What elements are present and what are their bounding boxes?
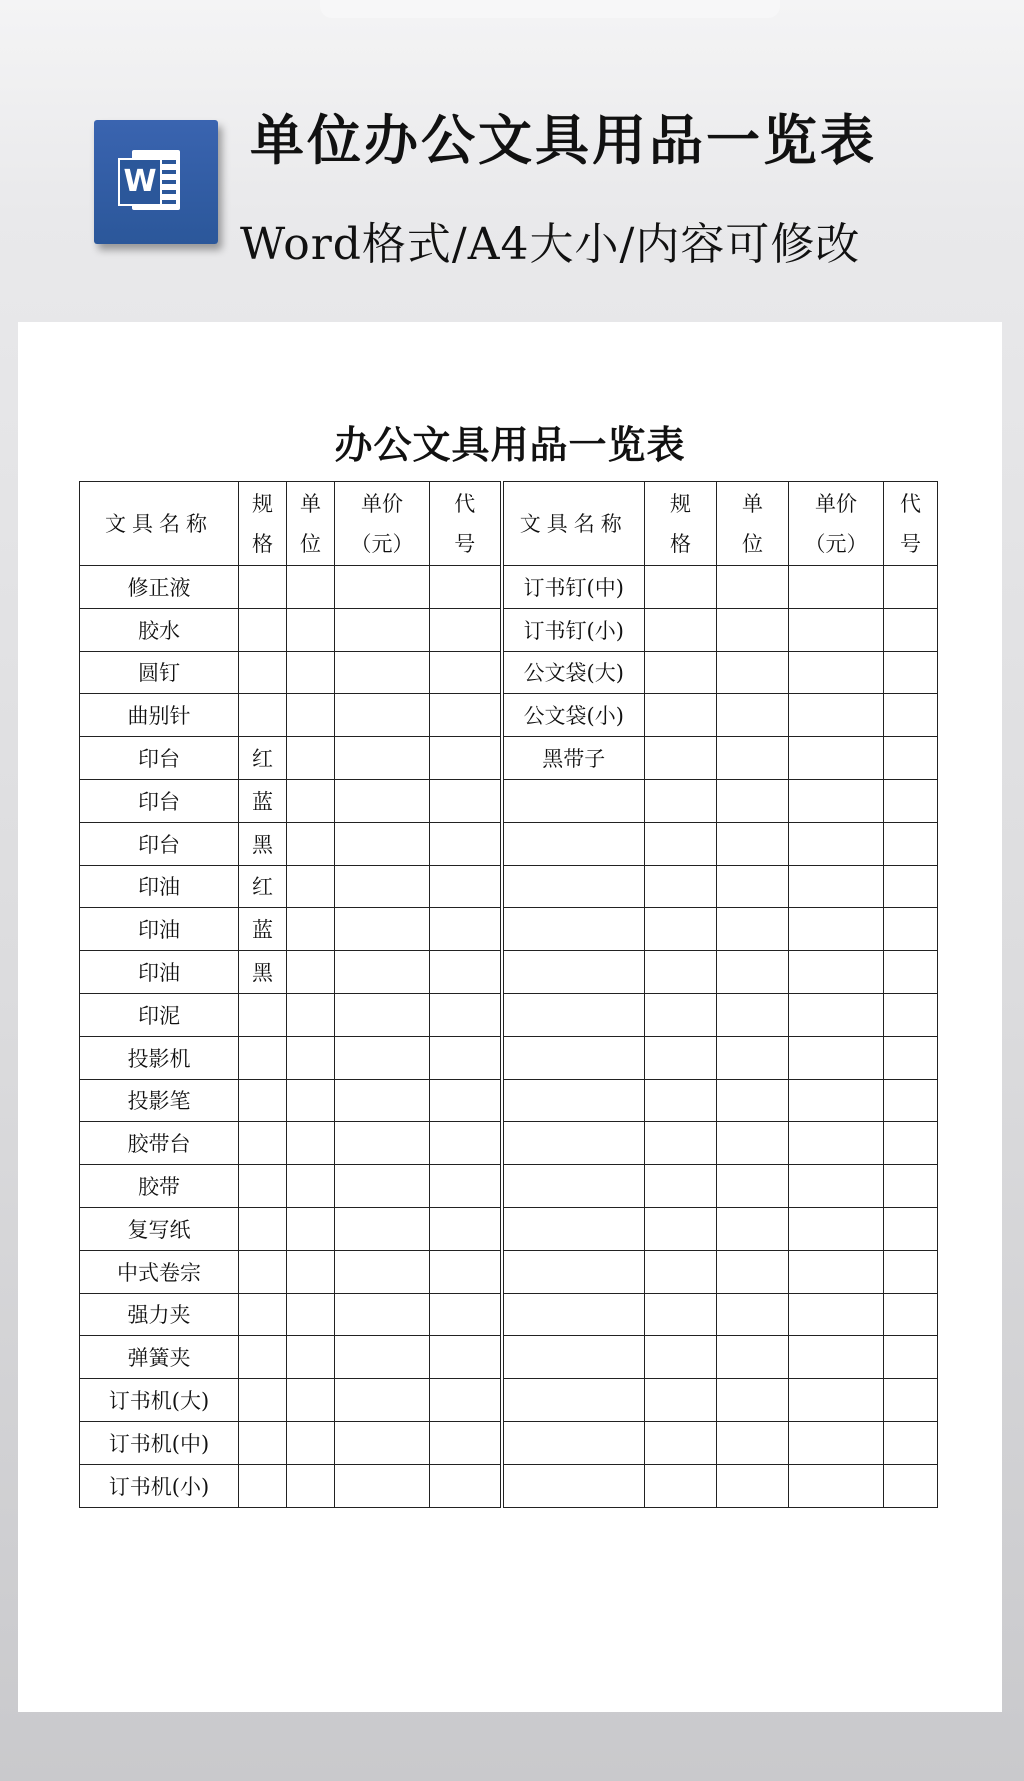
cell-code: [884, 1421, 938, 1464]
cell-unit: [717, 1379, 789, 1422]
cell-name: [502, 1250, 645, 1293]
cell-unit: [287, 822, 335, 865]
cell-code: [430, 865, 502, 908]
cell-price: [789, 608, 884, 651]
cell-code: [430, 1293, 502, 1336]
cell-code: [884, 822, 938, 865]
cell-price: [789, 1036, 884, 1079]
header-price: 单价 （元）: [789, 482, 884, 566]
text-line-icon: [162, 170, 176, 174]
cell-price: [335, 566, 430, 609]
cell-unit: [287, 1464, 335, 1507]
cell-name: 印台: [80, 737, 239, 780]
table-row: [80, 566, 938, 609]
cell-spec: [239, 1336, 287, 1379]
cell-price: [335, 1165, 430, 1208]
cell-price: [789, 566, 884, 609]
cell-code: [430, 694, 502, 737]
cell-price: [335, 865, 430, 908]
cell-unit: [717, 1036, 789, 1079]
cell-unit: [717, 951, 789, 994]
cell-name: 修正液: [80, 566, 239, 609]
cell-code: [884, 608, 938, 651]
table-row: [80, 1464, 938, 1507]
cell-price: [335, 1336, 430, 1379]
cell-unit: [717, 608, 789, 651]
cell-price: [335, 737, 430, 780]
cell-spec: [645, 1250, 717, 1293]
cell-name: 订书机(中): [80, 1421, 239, 1464]
cell-price: [335, 651, 430, 694]
cell-code: [884, 1207, 938, 1250]
cell-spec: [239, 993, 287, 1036]
table-row: [80, 1379, 938, 1422]
table-row: [80, 737, 938, 780]
cell-spec: [239, 1207, 287, 1250]
cell-spec: [645, 1207, 717, 1250]
cell-unit: [287, 1379, 335, 1422]
cell-unit: [287, 951, 335, 994]
cell-spec: [645, 865, 717, 908]
cell-unit: [717, 737, 789, 780]
cell-unit: [717, 651, 789, 694]
cell-price: [789, 1293, 884, 1336]
cell-price: [789, 1336, 884, 1379]
cell-price: [789, 1421, 884, 1464]
w-letter-badge: W: [118, 158, 162, 206]
banner-subtitle: Word格式/A4大小/内容可修改: [240, 219, 861, 270]
cell-name: 胶带: [80, 1165, 239, 1208]
cell-code: [430, 1165, 502, 1208]
cell-spec: [239, 1464, 287, 1507]
table-row: [80, 1122, 938, 1165]
table-row: [80, 951, 938, 994]
cell-unit: [287, 1250, 335, 1293]
cell-code: [884, 1122, 938, 1165]
cell-name: 投影笔: [80, 1079, 239, 1122]
cell-code: [430, 1250, 502, 1293]
cell-spec: [239, 1379, 287, 1422]
stationery-table: [79, 481, 938, 1508]
cell-unit: [287, 908, 335, 951]
cell-unit: [287, 1293, 335, 1336]
cell-spec: [645, 1379, 717, 1422]
cell-code: [430, 1122, 502, 1165]
cell-spec: 蓝: [239, 908, 287, 951]
cell-spec: [645, 737, 717, 780]
cell-name: 投影机: [80, 1036, 239, 1079]
cell-price: [335, 1036, 430, 1079]
cell-code: [884, 1464, 938, 1507]
cell-name: 胶带台: [80, 1122, 239, 1165]
cell-price: [789, 908, 884, 951]
cell-price: [335, 993, 430, 1036]
cell-name: 印泥: [80, 993, 239, 1036]
cell-spec: [645, 993, 717, 1036]
cell-code: [430, 1464, 502, 1507]
cell-unit: [717, 822, 789, 865]
cell-spec: [645, 566, 717, 609]
cell-name: 胶水: [80, 608, 239, 651]
header-price: 单价 （元）: [335, 482, 430, 566]
cell-price: [789, 993, 884, 1036]
cell-unit: [717, 694, 789, 737]
table-row: [80, 651, 938, 694]
cell-spec: [239, 1250, 287, 1293]
cell-price: [335, 1293, 430, 1336]
cell-price: [789, 737, 884, 780]
cell-price: [335, 1464, 430, 1507]
cell-spec: [645, 908, 717, 951]
cell-spec: [645, 1165, 717, 1208]
table-row: [80, 608, 938, 651]
cell-code: [884, 779, 938, 822]
cell-unit: [287, 1122, 335, 1165]
cell-unit: [287, 1165, 335, 1208]
cell-price: [335, 1122, 430, 1165]
cell-price: [789, 1379, 884, 1422]
cell-name: [502, 1207, 645, 1250]
table-row: [80, 1207, 938, 1250]
table-row: [80, 1165, 938, 1208]
cell-code: [430, 908, 502, 951]
cell-name: 印台: [80, 822, 239, 865]
cell-name: [502, 908, 645, 951]
cell-name: 订书机(小): [80, 1464, 239, 1507]
cell-code: [430, 1207, 502, 1250]
cell-name: 黑带子: [502, 737, 645, 780]
cell-spec: [239, 1421, 287, 1464]
cell-spec: [645, 608, 717, 651]
cell-name: 曲别针: [80, 694, 239, 737]
cell-spec: [645, 694, 717, 737]
cell-unit: [287, 1036, 335, 1079]
cell-spec: [239, 608, 287, 651]
cell-code: [430, 993, 502, 1036]
table-row: [80, 1336, 938, 1379]
cell-unit: [717, 865, 789, 908]
cell-unit: [287, 737, 335, 780]
cell-price: [335, 908, 430, 951]
cell-unit: [717, 1122, 789, 1165]
header-code: 代 号: [430, 482, 502, 566]
cell-name: [502, 1293, 645, 1336]
cell-code: [430, 951, 502, 994]
table-body: [80, 566, 938, 1508]
text-line-icon: [162, 190, 176, 194]
cell-name: 印油: [80, 951, 239, 994]
cell-unit: [717, 1207, 789, 1250]
cell-unit: [717, 1293, 789, 1336]
header-unit: 单 位: [287, 482, 335, 566]
cell-unit: [287, 1421, 335, 1464]
cell-spec: [645, 1464, 717, 1507]
cell-code: [884, 1336, 938, 1379]
cell-price: [335, 951, 430, 994]
cell-spec: [645, 1336, 717, 1379]
cell-unit: [287, 608, 335, 651]
header-unit: 单 位: [717, 482, 789, 566]
cell-price: [335, 822, 430, 865]
cell-name: 公文袋(小): [502, 694, 645, 737]
cell-unit: [287, 1079, 335, 1122]
cell-code: [884, 1379, 938, 1422]
cell-price: [789, 951, 884, 994]
cell-unit: [717, 779, 789, 822]
cell-name: 订书机(大): [80, 1379, 239, 1422]
cell-unit: [287, 1207, 335, 1250]
cell-spec: [645, 1036, 717, 1079]
cell-price: [789, 694, 884, 737]
cell-name: 订书钉(中): [502, 566, 645, 609]
cell-name: [502, 822, 645, 865]
table-row: [80, 1250, 938, 1293]
cell-name: [502, 1336, 645, 1379]
cell-code: [884, 908, 938, 951]
cell-spec: [645, 1293, 717, 1336]
cell-code: [884, 1165, 938, 1208]
cell-unit: [287, 566, 335, 609]
cell-price: [789, 865, 884, 908]
cell-price: [789, 822, 884, 865]
cell-unit: [717, 1250, 789, 1293]
cell-price: [789, 1079, 884, 1122]
cell-price: [789, 1165, 884, 1208]
cell-name: 印台: [80, 779, 239, 822]
table-row: [80, 694, 938, 737]
top-highlight: [320, 0, 780, 18]
cell-name: 订书钉(小): [502, 608, 645, 651]
header-name: 文具名称: [502, 482, 645, 566]
cell-unit: [717, 566, 789, 609]
cell-price: [789, 779, 884, 822]
cell-spec: 红: [239, 865, 287, 908]
cell-unit: [717, 1464, 789, 1507]
table-row: [80, 779, 938, 822]
cell-code: [884, 651, 938, 694]
cell-spec: [239, 1122, 287, 1165]
cell-price: [335, 779, 430, 822]
cell-name: [502, 993, 645, 1036]
cell-price: [335, 1379, 430, 1422]
cell-spec: [645, 1421, 717, 1464]
cell-unit: [287, 651, 335, 694]
table-row: [80, 908, 938, 951]
cell-code: [884, 951, 938, 994]
cell-spec: [239, 566, 287, 609]
cell-code: [884, 1036, 938, 1079]
cell-name: 圆钉: [80, 651, 239, 694]
cell-code: [430, 1336, 502, 1379]
cell-price: [789, 1250, 884, 1293]
table-row: [80, 1079, 938, 1122]
cell-spec: [239, 651, 287, 694]
cell-code: [884, 566, 938, 609]
cell-name: [502, 1379, 645, 1422]
cell-spec: [239, 1165, 287, 1208]
cell-name: 印油: [80, 908, 239, 951]
text-line-icon: [162, 160, 176, 164]
cell-unit: [287, 993, 335, 1036]
cell-code: [884, 1293, 938, 1336]
cell-price: [335, 1421, 430, 1464]
cell-unit: [717, 993, 789, 1036]
cell-price: [789, 1122, 884, 1165]
cell-code: [884, 993, 938, 1036]
cell-spec: [239, 1293, 287, 1336]
cell-price: [335, 608, 430, 651]
table-row: [80, 865, 938, 908]
table-row: [80, 1293, 938, 1336]
cell-name: 弹簧夹: [80, 1336, 239, 1379]
cell-spec: [239, 1036, 287, 1079]
cell-unit: [717, 1165, 789, 1208]
cell-unit: [717, 1421, 789, 1464]
cell-name: [502, 779, 645, 822]
cell-spec: 黑: [239, 822, 287, 865]
cell-price: [789, 1464, 884, 1507]
cell-name: [502, 1122, 645, 1165]
table-row: [80, 1421, 938, 1464]
cell-spec: [645, 1122, 717, 1165]
cell-code: [430, 1379, 502, 1422]
cell-code: [430, 737, 502, 780]
cell-price: [335, 1207, 430, 1250]
cell-unit: [287, 694, 335, 737]
cell-name: 复写纸: [80, 1207, 239, 1250]
cell-name: [502, 951, 645, 994]
cell-code: [884, 694, 938, 737]
header-spec: 规 格: [239, 482, 287, 566]
text-line-icon: [162, 180, 176, 184]
table-row: [80, 822, 938, 865]
table-row: [80, 993, 938, 1036]
cell-spec: [645, 779, 717, 822]
cell-code: [430, 1036, 502, 1079]
text-line-icon: [162, 200, 176, 204]
cell-name: [502, 1165, 645, 1208]
cell-code: [884, 865, 938, 908]
cell-unit: [717, 1079, 789, 1122]
banner-title: 单位办公文具用品一览表: [250, 109, 877, 172]
cell-price: [789, 651, 884, 694]
cell-code: [430, 779, 502, 822]
cell-price: [335, 1250, 430, 1293]
cell-name: 公文袋(大): [502, 651, 645, 694]
cell-unit: [717, 908, 789, 951]
table-header-row: [80, 482, 938, 566]
cell-spec: [239, 1079, 287, 1122]
cell-price: [335, 694, 430, 737]
header-name: 文具名称: [80, 482, 239, 566]
cell-unit: [287, 865, 335, 908]
cell-name: [502, 1464, 645, 1507]
cell-spec: [645, 1079, 717, 1122]
table-row: [80, 1036, 938, 1079]
cell-unit: [717, 1336, 789, 1379]
cell-code: [430, 651, 502, 694]
cell-code: [430, 1421, 502, 1464]
word-document-icon: [94, 120, 218, 244]
cell-spec: [239, 694, 287, 737]
cell-name: 印油: [80, 865, 239, 908]
cell-code: [430, 608, 502, 651]
document-title: 办公文具用品一览表: [334, 423, 686, 467]
cell-name: [502, 1036, 645, 1079]
cell-name: 中式卷宗: [80, 1250, 239, 1293]
cell-code: [884, 1079, 938, 1122]
cell-name: [502, 1079, 645, 1122]
cell-code: [430, 822, 502, 865]
cell-unit: [287, 779, 335, 822]
cell-code: [884, 737, 938, 780]
cell-name: [502, 865, 645, 908]
cell-name: 强力夹: [80, 1293, 239, 1336]
document-page: [18, 322, 1002, 1712]
cell-code: [884, 1250, 938, 1293]
cell-spec: 蓝: [239, 779, 287, 822]
header-spec: 规 格: [645, 482, 717, 566]
cell-spec: [645, 822, 717, 865]
cell-price: [789, 1207, 884, 1250]
cell-spec: [645, 951, 717, 994]
cell-code: [430, 1079, 502, 1122]
cell-unit: [287, 1336, 335, 1379]
cell-spec: 红: [239, 737, 287, 780]
cell-price: [335, 1079, 430, 1122]
cell-name: [502, 1421, 645, 1464]
cell-code: [430, 566, 502, 609]
cell-spec: [645, 651, 717, 694]
cell-spec: 黑: [239, 951, 287, 994]
header-code: 代 号: [884, 482, 938, 566]
